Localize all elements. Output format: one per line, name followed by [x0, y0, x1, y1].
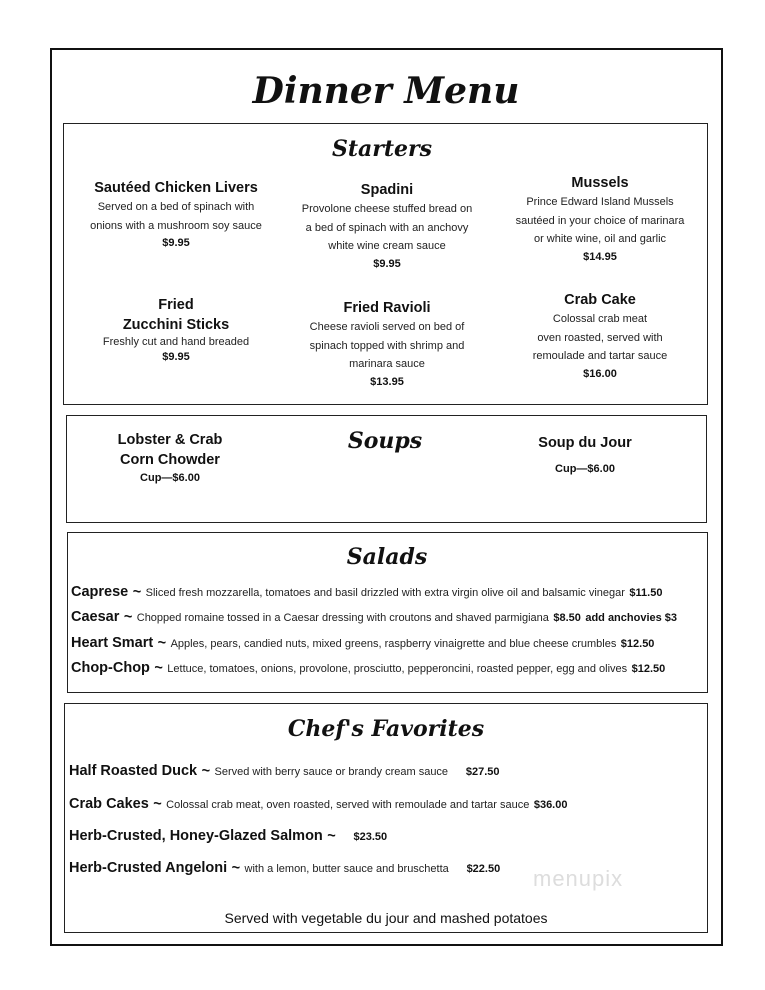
item-name: Soup du Jour [538, 435, 632, 451]
salad-item [71, 608, 677, 626]
item-desc: Prince Edward Island Mussels [526, 196, 674, 208]
item-extra: add anchovies $3 [585, 612, 678, 624]
item-desc: Chopped romaine tossed in a Caesar dressing with croutons and shaved parmigiana [136, 612, 549, 624]
soup-item [118, 430, 223, 487]
separator: ~ [231, 860, 241, 876]
item-price: $9.95 [373, 257, 401, 270]
item-price: $27.50 [465, 766, 500, 778]
soups-heading: Soups [347, 428, 423, 454]
item-desc: spinach topped with shrimp and [309, 339, 465, 352]
starter-item [90, 178, 262, 252]
item-name: Mussels [571, 175, 629, 191]
item-price: $8.50 [553, 612, 581, 624]
item-desc: Cheese ravioli served on bed of [309, 321, 465, 333]
item-name: Crab Cake [564, 292, 636, 308]
item-desc: oven roasted, served with [537, 331, 663, 344]
starter-item [310, 298, 465, 391]
item-price: $9.95 [162, 237, 190, 249]
chef-item [69, 827, 387, 845]
item-name: Half Roasted Duck [69, 763, 198, 779]
item-desc: sautéed in your choice of marinara [515, 214, 685, 227]
item-name: Corn Chowder [120, 452, 220, 468]
chef-item [69, 859, 500, 877]
item-name: Herb-Crusted Angeloni [69, 860, 228, 876]
item-name: Crab Cakes [69, 796, 149, 812]
item-name: Caesar [71, 609, 120, 625]
item-price: $16.00 [583, 367, 617, 380]
item-desc: marinara sauce [349, 358, 425, 370]
item-desc: Apples, pears, candied nuts, mixed greens, raspberry vinaigrette and blue cheese crumbles [170, 638, 617, 650]
item-desc: remoulade and tartar sauce [532, 350, 668, 362]
item-desc: Freshly cut and hand breaded [102, 336, 250, 348]
separator: ~ [327, 828, 336, 844]
item-price: $12.50 [631, 663, 666, 675]
item-price: $11.50 [629, 587, 663, 599]
item-name: Chop-Chop [71, 660, 150, 676]
chefs-heading: Chef's Favorites [287, 716, 485, 742]
item-desc: with a lemon, butter sauce and bruschetta [244, 863, 449, 875]
starter-item [302, 180, 472, 273]
item-name: Herb-Crusted, Honey-Glazed Salmon [69, 828, 323, 844]
item-name: Lobster & Crab [117, 432, 223, 448]
salads-heading: Salads [346, 544, 428, 570]
item-price: Cup—$6.00 [140, 472, 200, 484]
item-desc: Served on a bed of spinach with [97, 201, 255, 213]
item-name: Fried [158, 297, 194, 313]
item-desc: Lettuce, tomatoes, onions, provolone, prosciutto, pepperoncini, roasted pepper, egg and olives [167, 663, 628, 675]
separator: ~ [154, 660, 163, 676]
salad-item [71, 583, 662, 601]
item-desc: Provolone cheese stuffed bread on [301, 203, 473, 215]
item-desc: Sliced fresh mozzarella, tomatoes and basil drizzled with extra virgin olive oil and balsamic vinegar [145, 587, 625, 599]
soup-item [538, 433, 631, 478]
salad-item [71, 659, 665, 677]
item-desc: a bed of spinach with an anchovy [305, 221, 469, 234]
chef-item [69, 762, 500, 780]
item-price: $22.50 [466, 863, 501, 875]
item-price: $14.95 [583, 250, 617, 263]
item-desc: white wine cream sauce [328, 240, 446, 252]
separator: ~ [157, 635, 167, 651]
item-name: Sautéed Chicken Livers [94, 180, 258, 196]
starter-item [103, 295, 249, 366]
separator: ~ [123, 609, 133, 625]
item-price: $9.95 [162, 351, 190, 363]
item-price: $36.00 [533, 799, 568, 811]
watermark: menupix [533, 866, 624, 891]
item-price: $12.50 [620, 638, 655, 650]
starter-item [533, 290, 668, 383]
item-price: $23.50 [353, 831, 388, 843]
item-name: Zucchini Sticks [122, 317, 230, 333]
item-name: Heart Smart [71, 635, 154, 651]
item-desc: Served with berry sauce or brandy cream sauce [214, 766, 449, 778]
item-desc: onions with a mushroom soy sauce [90, 219, 262, 232]
salad-item [71, 634, 654, 652]
item-price: Cup—$6.00 [555, 463, 615, 475]
separator: ~ [201, 763, 211, 779]
starter-item [516, 173, 685, 266]
chefs-footer-note: Served with vegetable du jour and mashed potatoes [224, 910, 548, 926]
item-desc: or white wine, oil and garlic [533, 233, 667, 245]
separator: ~ [132, 584, 142, 600]
item-desc: Colossal crab meat [552, 313, 648, 325]
menu-title: Dinner Menu [252, 70, 520, 112]
item-desc: Colossal crab meat, oven roasted, served with remoulade and tartar sauce [166, 799, 530, 811]
item-price: $13.95 [370, 375, 404, 388]
item-name: Spadini [360, 182, 414, 198]
item-name: Fried Ravioli [343, 300, 431, 316]
starters-heading: Starters [331, 136, 433, 162]
chef-item [69, 795, 567, 813]
separator: ~ [153, 796, 162, 812]
item-name: Caprese [71, 584, 129, 600]
